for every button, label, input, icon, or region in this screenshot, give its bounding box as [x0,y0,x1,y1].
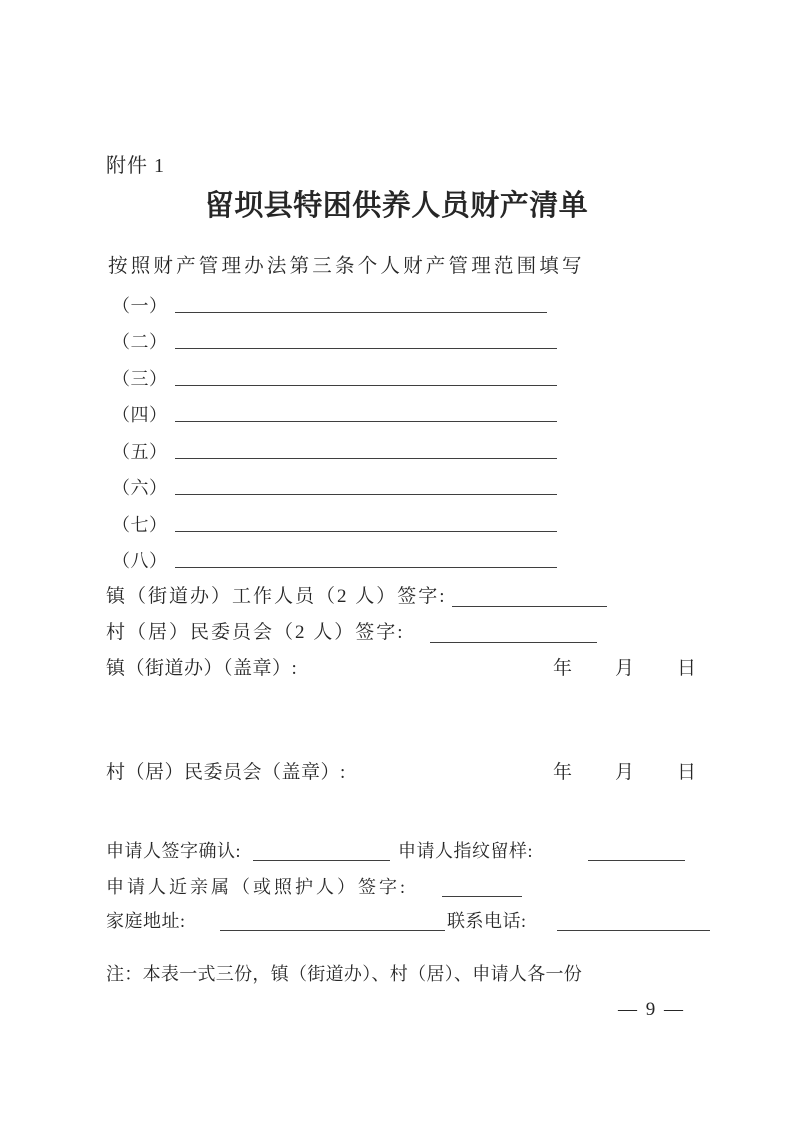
list-item-label: （八） [112,551,168,571]
relative-signature-label: 申请人近亲属（或照护人）签字: [106,877,408,898]
list-item [112,315,712,352]
document-title: 留坝县特困供养人员财产清单 [204,190,589,222]
intro-line: 按照财产管理办法第三条个人财产管理范围填写 [108,256,585,277]
list-item-label: （一） [112,295,168,316]
attachment-label: 附件 1 [106,155,165,177]
list-item-label: （五） [112,441,168,462]
year-label: 年 [553,658,573,680]
applicant-fingerprint-label: 申请人指纹留样: [398,841,534,862]
fill-in-line [175,567,557,568]
applicant-signature-row [106,838,746,862]
list-item [112,461,712,498]
list-item [112,534,712,571]
list-item-label: （二） [112,332,168,352]
address-phone-row [106,908,746,932]
village-committee-signature-row [106,620,746,644]
list-item-label: （四） [112,405,168,425]
home-address-label: 家庭地址: [106,911,186,932]
village-committee-signature-label: 村（居）民委员会（2 人）签字: [106,622,405,644]
year-label: 年 [553,762,573,784]
page-number: — 9 — [618,999,685,1020]
property-list [112,278,712,570]
fill-in-line [175,531,557,532]
month-label: 月 [615,762,635,784]
fill-in-line [220,930,445,931]
fill-in-line [442,896,522,897]
list-item [112,497,712,534]
town-staff-signature-row [106,584,746,608]
fill-in-line [175,312,547,313]
town-stamp-label: 镇（街道办）（盖章）: [106,658,298,680]
fill-in-line [452,606,607,607]
fill-in-line [175,458,557,459]
fill-in-line [588,860,685,861]
day-label: 日 [677,762,697,784]
list-item-label: （七） [112,514,168,535]
town-staff-signature-label: 镇（街道办）工作人员（2 人）签字: [106,586,447,608]
day-label: 日 [677,658,697,680]
list-item [112,278,712,315]
applicant-signature-label: 申请人签字确认: [106,841,242,862]
village-stamp-row [106,760,746,784]
fill-in-line [557,930,710,931]
list-item [112,388,712,425]
list-item-label: （六） [112,478,168,498]
village-stamp-label: 村（居）民委员会（盖章）: [106,762,346,784]
fill-in-line [175,494,557,495]
list-item [112,424,712,461]
footer-note: 注：本表一式三份，镇（街道办）、村（居）、申请人各一份 [106,964,583,984]
town-stamp-row [106,656,746,680]
fill-in-line [253,860,390,861]
list-item [112,351,712,388]
phone-label: 联系电话: [447,911,527,932]
list-item-label: （三） [112,368,168,389]
fill-in-line [430,642,597,643]
fill-in-line [175,348,557,349]
month-label: 月 [615,658,635,680]
relative-signature-row [106,874,746,898]
fill-in-line [175,421,557,422]
fill-in-line [175,385,557,386]
